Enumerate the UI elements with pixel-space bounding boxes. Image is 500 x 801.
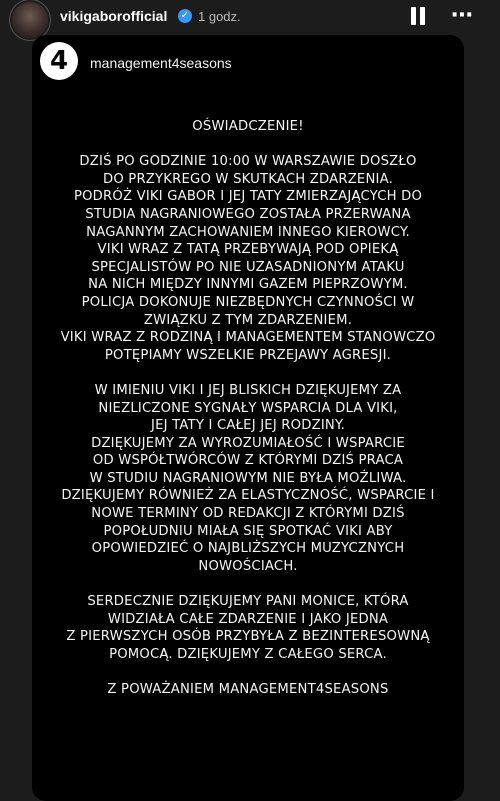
more-dots-icon[interactable]: ⋯ xyxy=(451,2,473,27)
statement-text xyxy=(44,118,452,716)
statement-line: W STUDIU NAGRANIOWYM NIE BYŁA MOŻLIWA. xyxy=(89,470,407,486)
post-time: 1 godz. xyxy=(198,9,241,24)
statement-line: DZIĘKUJEMY RÓWNIEŻ ZA ELASTYCZNOŚĆ, WSPARCIE I xyxy=(61,488,435,504)
story-card xyxy=(32,35,464,801)
statement-line: OD WSPÓŁTWÓRCÓW Z KTÓRYMI DZIŚ PRACA xyxy=(92,453,404,469)
statement-line: NIEZLICZONE SYGNAŁY WSPARCIA DLA VIKI, xyxy=(98,400,398,416)
statement-line: VIKI WRAZ Z TATĄ PRZEBYWAJĄ POD OPIEKĄ xyxy=(97,242,399,258)
statement-title: OŚWIADCZENIE! xyxy=(192,119,304,134)
statement-line: NOWE TERMINY OD REDAKCJI Z KTÓRYMI DZIŚ xyxy=(91,506,405,522)
pause-icon[interactable] xyxy=(410,7,426,25)
statement-line: POMOCĄ. DZIĘKUJEMY Z CAŁEGO SERCA. xyxy=(109,646,387,662)
story-header xyxy=(0,0,500,34)
statement-line: W IMIENIU VIKI I JEJ BLISKICH DZIĘKUJEMY ZA xyxy=(94,382,402,398)
statement-line: STUDIA NAGRANIOWEGO ZOSTAŁA PRZERWANA xyxy=(85,206,411,222)
statement-line: POTĘPIAMY WSZELKIE PRZEJAWY AGRESJI. xyxy=(104,347,392,363)
statement-line: NAGANNYM ZACHOWANIEM INNEGO KIEROWCY. xyxy=(86,224,410,240)
username[interactable]: vikigaborofficial xyxy=(60,8,168,24)
statement-line: ZWIĄZKU Z TYM ZDARZENIEM. xyxy=(143,312,353,328)
verified-check-icon: ✓ xyxy=(178,9,192,23)
statement-paragraph xyxy=(44,593,452,663)
statement-line: Z PIERWSZYCH OSÓB PRZYBYŁA Z BEZINTERESOWNĄ xyxy=(66,629,430,645)
statement-line: DZIŚ PO GODZINIE 10:00 W WARSZAWIE DOSZŁO xyxy=(79,154,417,170)
statement-line: SPECJALISTÓW PO NIE UZASADNIONYM ATAKU xyxy=(91,259,405,275)
management-logo-icon[interactable]: 4 xyxy=(40,42,78,80)
statement-paragraph xyxy=(44,681,452,699)
profile-avatar[interactable] xyxy=(12,2,48,38)
statement-line: POLICJA DOKONUJE NIEZBĘDNYCH CZYNNOŚCI W xyxy=(81,294,415,310)
statement-line: JEJ TATY I CAŁEJ JEJ RODZINY. xyxy=(151,418,345,434)
statement-line: POPOŁUDNIU MIAŁA SIĘ SPOTKAĆ VIKI ABY xyxy=(103,523,393,539)
statement-line: NOWOŚCIACH. xyxy=(198,558,298,574)
statement-line: NA NICH MIĘDZY INNYMI GAZEM PIEPRZOWYM. xyxy=(88,277,408,293)
statement-line: OPOWIEDZIEĆ O NAJBLIŻSZYCH MUZYCZNYCH xyxy=(91,541,405,557)
statement-line: WIDZIAŁA CAŁE ZDARZENIE I JAKO JEDNA xyxy=(107,611,389,627)
statement-line: Z POWAŻANIEM MANAGEMENT4SEASONS xyxy=(107,682,389,697)
statement-line: PODRÓŻ VIKI GABOR I JEJ TATY ZMIERZAJĄCYCH DO xyxy=(73,189,423,205)
statement-paragraph xyxy=(44,382,452,576)
post-header xyxy=(40,42,460,84)
statement-line: VIKI WRAZ Z RODZINĄ I MANAGEMENTEM STANOWCZO xyxy=(60,330,436,346)
statement-line: DO PRZYKREGO W SKUTKACH ZDARZENIA. xyxy=(102,171,394,187)
post-handle[interactable]: management4seasons xyxy=(90,55,232,71)
statement-line: SERDECZNIE DZIĘKUJEMY PANI MONICE, KTÓRA xyxy=(87,594,409,610)
statement-paragraph xyxy=(44,153,452,364)
statement-line: DZIĘKUJEMY ZA WYROZUMIAŁOŚĆ I WSPARCIE xyxy=(91,435,405,451)
